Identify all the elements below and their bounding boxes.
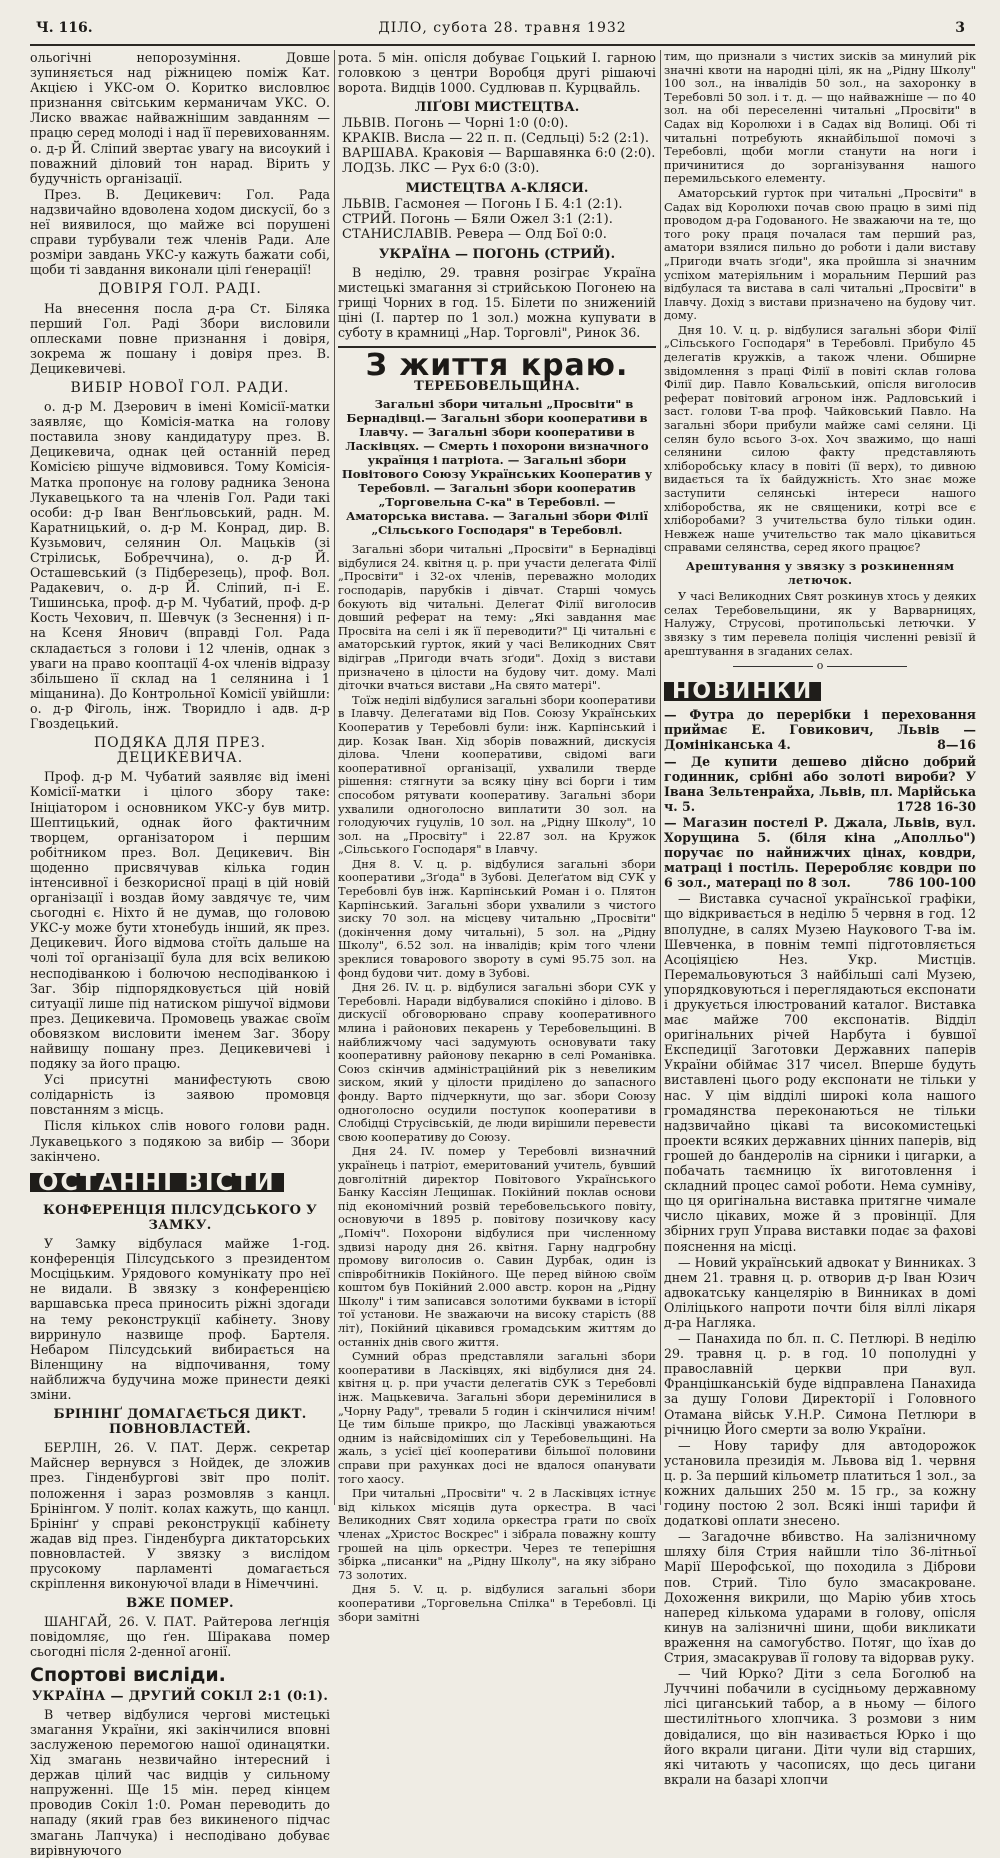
- ad-furs: [664, 707, 976, 752]
- headline-election: ВИБІР НОВОЇ ГОЛ. РАДИ.: [70, 379, 290, 396]
- score-line: ЛЬВІВ. Гасмонея — Погонь І Б. 4:1 (2:1).: [342, 197, 623, 213]
- headline-thanks: ПОДЯКА ДЛЯ ПРЕЗ. ДЕЦИКЕВИЧА.: [93, 735, 267, 767]
- ad-text: — Магазин постелі Р. Джала, Львів, вул. Хорущина 5. (біля кіна „Аполльо") поручає по найнижчих цінах, ковдри, матраці і постіль. Переробляє ковдри по 6 зол., матераці по 8 зол.: [664, 814, 976, 891]
- paragraph: ШАНГАЙ, 26. V. ПАТ. Райтерова леґнція повідомляє, що ґен. Шіракава помер сьогодні після 2-денної агонії.: [30, 1614, 330, 1660]
- paragraph: рота. 5 мін. опісля добуває Гоцький I. гарною головкою з центри Воробця другі рішаючі ворота. Видців 1000. Судлював п. Курцвайль.: [338, 50, 656, 96]
- paragraph: Усі присутні манифестують свою солідарність із заявою промовця повстанням з місць.: [30, 1072, 330, 1118]
- headline-conference: КОНФЕРЕНЦІЯ ПІЛСУДСЬКОГО У ЗАМКУ.: [43, 1202, 317, 1233]
- paragraph: Дня 5. V. ц. р. відбулися загальні збори кооперативи „Торговельна Спілка" в Теребовлі. Ці збори замітні: [338, 1582, 656, 1624]
- ad-code: 786 100-100: [887, 875, 976, 891]
- paragraph: БЕРЛІН, 26. V. ПАТ. Держ. секретар Майснер вернувся з Нойдек, де зложив през. Гінденбургові звіт про політ. положення і зараз розмовляв з канцл. Брінінгом. У політ. колах кажуть, що канцл. Брінінґ у справі реконструкції кабінету жадав від през. Гінденбурга диктаторських повновластей. У звязку з вислідом прусокому парламенті домагається скріплення виконуючої влади в Німеччині.: [30, 1440, 330, 1592]
- headline-league: ЛІҐОВІ МИСТЕЦТВА.: [414, 100, 580, 116]
- masthead: [30, 18, 975, 40]
- masthead-title-date: ДІЛО, субота 28. травня 1932: [378, 20, 627, 36]
- paragraph: У часі Великодних Свят розкинув хтось у деяких селах Теребовельщини, як у Варварницях, Налужу, Струсові, протипольські летючки. У звязку з тим перевела поліція численні ревізії й арештування в згаданих селах.: [664, 589, 976, 658]
- paragraph: Сумний образ представляли загальні збори кооперативи в Ласківцях, які відбулися дня 24. квітня ц. р. при участи делегатів СУК з Теребовлі інж. Мацькевича. Загальні збори деремінилися в „Чорну Раду", тревали 5 годин і скінчилися нічим! Це тим більше прикро, що Ласківці уважаються одним із найсвідоміших сіл у Теребовельщині. На жаль, з усієї цієї кооперативи більшої половини справи при рахунках досі не вдалося опанувати того хаосу.: [338, 1349, 656, 1486]
- paragraph: Аматорський гурток при читальні „Просвіти" в Садах від Королюхи почав свою працю в зимі під проводом д-ра Годованого. Не зважаючи на те, що того року праця почалася там перший раз, аматори взялися пильно до роботи і дали виставу „Пригоди вчать зґоди", яка пройшла зі значним успіхом матеріяльним і моральним Перший раз відбулася та вистава в салі читальні „Просвіти" в Ілавчу. Дохід з вистави призначено на будову чит. дому.: [664, 185, 976, 323]
- headline-arrests: Арештування у звязку з розкиненням летючок.: [685, 558, 955, 587]
- paragraph: Після кількох слів нового голови радн. Лукавецького з подякою за вибір — Збори закінчено.: [30, 1118, 330, 1164]
- news-item: — Загадочне вбивство. На залізничному шляху біля Стрия найшли тіло 36-літньої Марії Шерофської, що походила з Діброви пов. Стрий. Тіло було змасакроване. Дохоження викрили, що Марію убив хтось наперед кількома ударами в голову, опісля кинув на залізничні шини, щоби викликати враження на самогубство. Потяг, що їхав до Стрия, змасакрував її голову та відорвав руку.: [664, 1529, 976, 1666]
- news-item: — Новий український адвокат у Винниках. З днем 21. травня ц. р. отворив д-р Іван Юзич адвокатську канцелярію в Винниках в домі Оліліцького напроти почти біля віллі лікаря д-ра Нагляка.: [664, 1254, 976, 1330]
- ad-code: 1728 16-30: [896, 798, 976, 814]
- summary: Загальні збори читальні „Просвіти" в Бернадівці.— Загальні збори кооперативи в Ілавчу. — Загальні збори кооперативи в Ласківцях. — Смерть і похорони визначного українця і патріота. — Загальні збори Повітового Союзу Українських Кооператив у Теребовлі. — Загальні збори кооператив „Торговельна С-ка" в Теребовлі. — Аматорська вистава. — Загальні збори Філії „Сільського Господаря" в Теребовлі.: [341, 397, 653, 538]
- banner-news: НОВИНКИ: [664, 682, 821, 701]
- paragraph: ольогічні непорозуміння. Довше зупиняється над ріжницею поміж Кат. Акцією і УКС-ом О. Коритко висловлює признання світським керманичам УКС. О. Лиско вважає найважнішим завданням — працю серед молоді і над її перевихованням. о. д-р Й. Сліпий звертає увагу на висоукий і поважний діловий тон нарад. Вірить у будучність організації.: [30, 50, 330, 186]
- ad-watches: [664, 754, 976, 814]
- score-line: ВАРШАВА. Краковія — Варшавянка 6:0 (2:0).: [342, 146, 656, 162]
- paragraph: Загальні збори читальні „Просвіти" в Бернадівці відбулися 24. квітня ц. р. при участи делегата Філії „Просвіти" і 32-ох членів, переважно молодих господарів, парубків і дівчат. Старші чомусь бокують від читальні. Делегат Філії виголосив довший реферат на тему: „Які завдання має Просвіта на селі і як її переводити?" Ці читальні є аматорський гурток, який у часі Великодних Свят відіграв „Пригоди вчать зґоди". Дохід з вистави призначено в цілости на будову чит. дому. Малі діточки вчаться вистави „На свято матері".: [338, 542, 656, 693]
- score-line: ЛОДЗЬ. ЛКС — Рух 6:0 (3:0).: [342, 161, 540, 177]
- top-rule: [30, 44, 975, 46]
- paragraph: У Замку відбулася майже 1-год. конференція Пілсудського з президентом Мосціцьким. Урядового комунікату про неї не видали. В звязку з конференцією варшавська преса приносить ріжні здогади на тему реконструкції кабінету. Знову вирринуло назвище проф. Бартеля. Небаром Пілсудський вибирається на Віленщину на відпочивання, тому найближча будучина може принести деякі зміни.: [30, 1236, 330, 1402]
- headline-ukraina-pohon: УКРАЇНА — ПОГОНЬ (СТРИЙ).: [378, 247, 616, 263]
- ad-bedding: [664, 815, 976, 890]
- paragraph: Дня 10. V. ц. р. відбулися загальні збори Філії „Сільського Господаря" в Теребовлі. Прибуло 45 делегатів кружків, а також члени. Обширне звідомлення з праці Філії в повіті склав голова Філії дир. Павло Ковальський, опісля виголосив реферат повітовий агроном інж. Радловський і заст. голови Т-ва проф. Чайковський Павло. На загальні збори прибули майже самі селяни. Ці селян було всього 3-ох. Хоч зважимо, що наші селянини силою факту представляють хліборобську класу в повіті (її верх), то дивною видається та їх байдужність. Хто знає може заступити селянські інтереси нашого хліборобства, як не священики, котрі все є хліборобами? З учительства було тільки один. Невжеж наше учительство так мало цікавиться справами селянства, серед якого працює?: [664, 322, 976, 555]
- sport-results-title: Спортові висліди.: [30, 1663, 226, 1686]
- score-line: СТАНИСЛАВІВ. Ревера — Олд Бої 0:0.: [342, 227, 607, 243]
- issue-number: Ч. 116.: [36, 20, 93, 36]
- column-divider: [334, 50, 335, 1505]
- page-number: 3: [955, 20, 965, 36]
- paragraph: Дня 26. IV. ц. р. відбулися загальні збори СУК у Теребовлі. Наради відбувалися спокійно і діловo. В дискусії обговорювано справу кооперативного млина і районових пекарень у Теребовельщині. В найближчому часі задумують основувати таку кооперативну районову пекарню в селі Романівка. Союз скінчив адміністраційний рік з невеликим зиском, який у цілости приділено до запасного фонду. Варто підчеркнути, що заг. збори Союзу одноголосно осудили поступок кооперативи в Слобідці Струсівській, де люди вирішили перевести свою кооперативу до Союзу.: [338, 980, 656, 1144]
- paragraph: В четвер відбулися чергові мистецькі змагання України, які закінчилися вповні заслуженою перемогою нашої одинацятки. Хід змагань незвичайно інтересний і держав цілий час видців у сильному напруженні. Ще 15 мін. перед кінцем проводив Сокіл 1:0. Роман переводить до нападу (який грав без викиненого підчас змагань Лапчука) і несподівано добуває вирівнуючого: [30, 1706, 330, 1858]
- score-line: СТРИЙ. Погонь — Бяли Ожел 3:1 (2:1).: [342, 212, 613, 228]
- news-item: — Чий Юрко? Діти з села Боголюб на Луччині побачили в сусідньому державному лісі циганський табор, а в ньому — білого шестилітнього хлопчика. З розмови з ним довідалися, що він називається Юрко і що його вкрали цигани. Діти чули від старших, які читають у часописях, що десь цигани вкрали на базарі хлопчи: [664, 1666, 976, 1787]
- section-title-region-life: З життя краю.: [365, 348, 629, 384]
- score-line: КРАКІВ. Висла — 22 п. п. (Седльці) 5:2 (2:1).: [342, 131, 649, 147]
- headline-dead: ВЖЕ ПОМЕР.: [126, 1596, 234, 1612]
- paragraph: Проф. д-р М. Чубатий заявляє від імені Комісії-матки і цілого збору таке: Ініціатором і основником УКС-у був митр. Шептицький, однак його фактичним творцем, організатором і першим робітником през. Вол. Децикевич. Він щоденно присвячував кілька годин інтенсивної і безкорисної праці в цій новій організації і воздав йому завдячує те, чим сьогодні є. Ніхто й не думав, що головою УКС-у може бути хтонебудь інший, як през. Децикевич. Його відмова стоїть дальше на чолі тої організації була для всіх великою несподіванкою і болючою несподіванкою і Заг. Збір підпорядковується цій новій ситуації лише під натиском рішучої відмови през. Децикевича. Промовець уважає своїм обовязком висловити іменем Заг. Збору найвищу пошану през. Децикевичеві і подяку за його працю.: [30, 769, 330, 1072]
- column-2: [338, 50, 656, 1624]
- ad-text: — Де купити дешево дійсно добрий годинник, срібні або золоті вироби? У Івана Зельтенрайха, Львів, пл. Марійська ч. 5.: [664, 753, 976, 814]
- paragraph: На внесення посла д-ра Ст. Біляка перший Гол. Раді Збори висловили оплесками повне признання і довіря, зокрема ж пошану і довіря през. В. Децикевичеві.: [30, 300, 330, 376]
- column-divider: [660, 50, 661, 1505]
- paragraph: о. д-р М. Дзерович в імені Комісії-матки заявляє, що Комісія-матка на голову поставила знову кандидатуру през. В. Децикевича, однак цей останній перед Комісією рішуче відмовився. Тому Комісія-Матка пропонує на голову радника Зенона Лукавецького та на членів Гол. Ради такі особи: д-р Іван Венґльовський, радн. М. Каратницький, о. д-р М. Конрад, дир. В. Кузьмович, селянин Ол. Мацьків (зі Стрілиськ, Бобреччина), о. д-р Й. Осташевський (з Підберезець), проф. Вол. Радакевич, о. д-р Й. Сліпий, п-і Е. Тишинська, проф. д-р М. Чубатий, проф. д-р Кость Чехович, п. Шевчук (з Зеснення) і п-на Ксеня Янович (вправді Гол. Рада складається з голови і 12 членів, однак з уваги на право кооптації 4-ох членів відразу збільшено її склад на 1 селянина і 1 міщанина). До Контрольної Комісії увійшли: о. д-р Фіголь, інж. Творидло і адв. д-р Гвоздецький.: [30, 399, 330, 732]
- column-3: [664, 49, 976, 1787]
- news-item: — Виставка сучасної української графіки, що відкривається в неділю 5 червня в год. 12 вполудне, в салях Музею Наукового Т-ва ім. Шевченка, в повнім темпі підготовляється Асоціяцією Нез. Укр. Мистців. Перемальовуються 3 найбільші салі Музею, упорядковуються і переглядаються експонати і друкується ілюстрований каталог. Виставка має майже 700 експонатів. Відділ оригінальних річей Нарбута і бувшої Експедиції Заготовки Державних паперів України обіймає 317 чисел. Вперше будуть виставлені цього роду експонати не тільки у нас. У цім відділі широкі кола нашого громадянства переконаються не тільки надзвичайно цікаві та високомистецькі проекти всяких державних цінних паперів, від грошей до бандеролів на сірники і цигарки, а побачать таємницю їх виготовлення і складний процес самої роботи. Нема сумніву, що ця оригінальна виставка притягне чимале число цікавих, може й з провінції. Для збірних груп Управа виставки подає за фахові пояснення на місці.: [664, 891, 976, 1254]
- headline-trust: ДОВІРЯ ГОЛ. РАДІ.: [98, 281, 262, 298]
- paragraph: Дня 8. V. ц. р. відбулися загальні збори кооперативи „Зґода" в Зубові. Делеґатом від СУК у Теребовлі був інж. Карпінський Роман і о. Плятон Карпінський. Загальні збори ухвалили з чистого зиску 70 зол. на місцеву читальню „Просвіти" (докінчення дому читальні), 5 зол. на „Рідну Школу", 6.52 зол. на інвалідів; крім того члени зреклися товарового звороту в сумі 95.75 зол. на фонд будови чит. дому в Зубові.: [338, 856, 656, 980]
- headline-a-class: МИСТЕЦТВА А-КЛЯСИ.: [405, 181, 589, 197]
- paragraph: В неділю, 29. травня розіграє Україна мистецькі змагання зі стрийською Погонею на грищі Чорних в год. 15. Білети по знижениій ціні (І. партер по 1 зол.) можна купувати в суботу в крамниці „Нар. Торговлі", Ринок 36.: [338, 264, 656, 340]
- ad-code: 8—16: [937, 737, 976, 753]
- paragraph: Дня 24. IV. помер у Теребовлі визначний українець і патріот, емеритований учитель, бувший довголітній директор Повітового Українського Банку Кассіян Лещишак. Покійний поклав основи під економічний розвій теребовельського повіту, основуючи в 1895 р. повітову позичкову касу „Поміч". Похорони відбулися при численному здвизі народу дня 26. квітня. Гарну надгробну промову виголосив о. Савин Дурбак, один із співробітників Покійного. Ще перед війною своїм коштом був Покійний 2.000 австр. корон на „Рідну Школу" і тим записався золотими буквами в історії тої установи. Не зважаючи на високу старість (88 літ), Покійний цікавився громадським життям до останніх днів свого життя.: [338, 1144, 656, 1349]
- column-1: [30, 50, 330, 1858]
- score-line: ЛЬВІВ. Погонь — Чорні 1:0 (0:0).: [342, 116, 569, 132]
- news-item: — Панахида по бл. п. С. Петлюрі. В неділю 29. травня ц. р. в год. 10 пополудні у православній церкви при вул. Францішканській буде відправлена Панахида за душу Голови Директорії і Головного Отамана військ У.Н.Р. Симона Петлюри в річницю Його смерти за волю України.: [664, 1331, 976, 1437]
- paragraph: През. В. Децикевич: Гол. Рада надзвичайно вдоволена ходом дискусії, бо з неї виявилося, що майже всі порушені справи турбували теж членів Ради. Але розміри завдань УКС-у кажуть бажати собі, щоби ті завдання виконали цілі ґенерації!: [30, 186, 330, 278]
- paragraph: При читальні „Просвіти" ч. 2 в Ласківцях істнує від кількох місяців дута оркестра. В часі Великодних Свят ходила оркестра грати по своїх членах „Христос Воскрес" і зібрала поважну кошту грошей на ціль оркестри. Через те теперішня збірка „писанки" на „Рідну Школу", на яку зібрано 73 золотих.: [338, 1486, 656, 1582]
- headline-ukraina-sokil: УКРАЇНА — ДРУГИЙ СОКІЛ 2:1 (0:1).: [31, 1688, 329, 1704]
- headline-terebovelshchyna: ТЕРЕБОВЕЛЬЩИНА.: [414, 379, 580, 395]
- separator: o: [664, 661, 976, 671]
- news-item: — Нову тарифу для автодорожок установила президія м. Львова від 1. червня ц. р. За перший кільометр платиться 1 зол., за кожних дальших 250 м. 15 гр., за кожну годину постою 2 зол. Всякі інші тарифи й додаткові оплати знесено.: [664, 1437, 976, 1529]
- banner-latest-news: ОСТАННІ ВІСТИ: [30, 1173, 284, 1192]
- ad-text: — Футра до перерібки і переховання приймає Е. Говикович, Львів — Домініканська 4.: [664, 707, 976, 753]
- paragraph: Тоїж неділі відбулися загальні збори кооперативи в Ілавчу. Делегатами від Пов. Союзу Українських Кооператив у Теребовлі були: інж. Карпінський і дир. Козак Іван. Хід зборів поважний, дискусія ділова. Члени кооперативи, свідомі ваги кооперативної організації, ухвалили тверде рішення: стягнути за всяку ціну всі борги і тим способом рятувати кооперативу. Загальні збори ухвалили одноголосно виплатити 30 зол. на голодуючих гуцулів, 10 зол. на „Рідну Школу", 10 зол. на „Просвіту" і 22.87 зол. на Кружок „Сільського Господаря" в Ілавчу.: [338, 692, 656, 857]
- paragraph: тим, що признали з чистих зисків за минулий рік значні квоти на народні цілі, як на „Рідну Школу" 100 зол., на інвалідів 50 зол., на захоронку в Теребовлі 50 зол. і т. д. — що найважніше — по 40 зол. на обі переселенні читальні „Просвіти" в Садах від Королюхи і в Садах від Волиці. Обі ті читальні потребують якнайбільшої помочі з Теребовлі, щоби могли станути на ноги і причинитися до зорганізування нашого перемильського елементу.: [664, 49, 976, 186]
- headline-bruning: БРІНІНҐ ДОМАГАЄТЬСЯ ДИКТ. ПОВНОВЛАСТЕЙ.: [53, 1407, 307, 1438]
